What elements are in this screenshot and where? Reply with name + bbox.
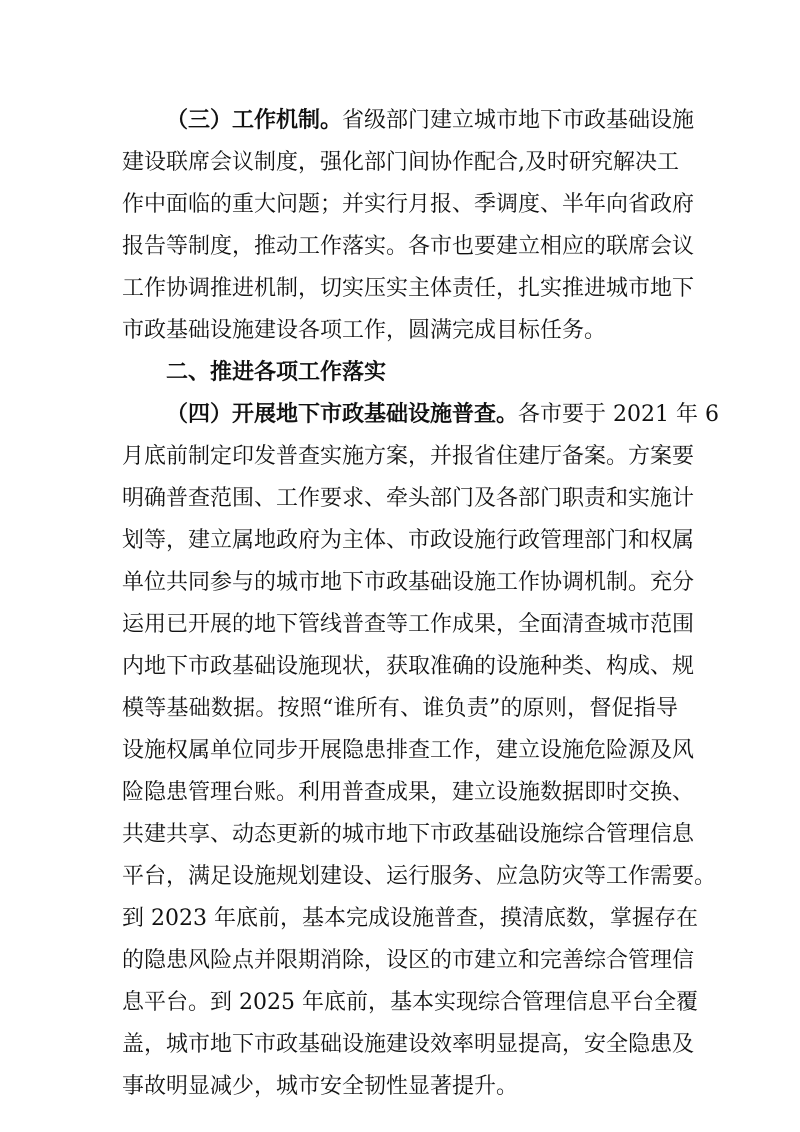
section-three-lead: （三）工作机制。: [166, 108, 343, 133]
paragraph-four-line-3: 明确普查范围、工作要求、牵头部门及各部门职责和实施计: [122, 486, 695, 511]
paragraph-four-line-7: 内地下市政基础设施现状，获取准确的设施种类、构成、规: [122, 654, 695, 679]
paragraph-four-line-1: [166, 394, 719, 436]
paragraph-three-line-5: 工作协调推进机制，切实压实主体责任，扎实推进城市地下: [122, 276, 695, 301]
paragraph-four-line-12: 平台，满足设施规划建设、运行服务、应急防灾等工作需要。: [122, 864, 717, 889]
paragraph-three-line-2: 建设联席会议制度，强化部门间协作配合,及时研究解决工: [122, 150, 679, 175]
paragraph-four-line-14: 的隐患风险点并限期消除，设区的市建立和完善综合管理信: [122, 948, 695, 973]
section-four-lead: （四）开展地下市政基础设施普查。: [166, 402, 519, 427]
paragraph-four-line-8: 模等基础数据。按照“谁所有、谁负责”的原则，督促指导: [122, 696, 678, 721]
paragraph-four-line-4: 划等，建立属地政府为主体、市政设施行政管理部门和权属: [122, 528, 695, 553]
paragraph-four-line-17: 事故明显减少，城市安全韧性显著提升。: [122, 1074, 519, 1099]
paragraph-four-line-5: 单位共同参与的城市地下市政基础设施工作协调机制。充分: [122, 570, 695, 595]
paragraph-four-line-13: 到 2023 年底前，基本完成设施普查，摸清底数，掌握存在: [122, 906, 698, 931]
section-four-text: 各市要于 2021 年 6: [518, 402, 719, 427]
paragraph-four-line-11: 共建共享、动态更新的城市地下市政基础设施综合管理信息: [122, 822, 695, 847]
paragraph-four-line-15: 息平台。到 2025 年底前，基本实现综合管理信息平台全覆: [122, 990, 698, 1015]
paragraph-four-line-6: 运用已开展的地下管线普查等工作成果，全面清查城市范围: [122, 612, 695, 637]
section-three-text: 省级部门建立城市地下市政基础设施: [342, 108, 695, 133]
paragraph-three-line-6: 市政基础设施建设各项工作，圆满完成目标任务。: [122, 318, 607, 343]
section-heading-two: 二、推进各项工作落实: [166, 360, 387, 385]
paragraph-four-line-2: 月底前制定印发普查实施方案，并报省住建厅备案。方案要: [122, 444, 695, 469]
paragraph-three-line-3: 作中面临的重大问题；并实行月报、季调度、半年向省政府: [122, 192, 695, 217]
paragraph-three-line-1: [166, 100, 695, 142]
paragraph-four-line-16: 盖，城市地下市政基础设施建设效率明显提高，安全隐患及: [122, 1032, 695, 1057]
paragraph-four-line-9: 设施权属单位同步开展隐患排查工作，建立设施危险源及风: [122, 738, 695, 763]
paragraph-three-line-4: 报告等制度，推动工作落实。各市也要建立相应的联席会议: [122, 234, 695, 259]
paragraph-four-line-10: 险隐患管理台账。利用普查成果，建立设施数据即时交换、: [122, 780, 695, 805]
